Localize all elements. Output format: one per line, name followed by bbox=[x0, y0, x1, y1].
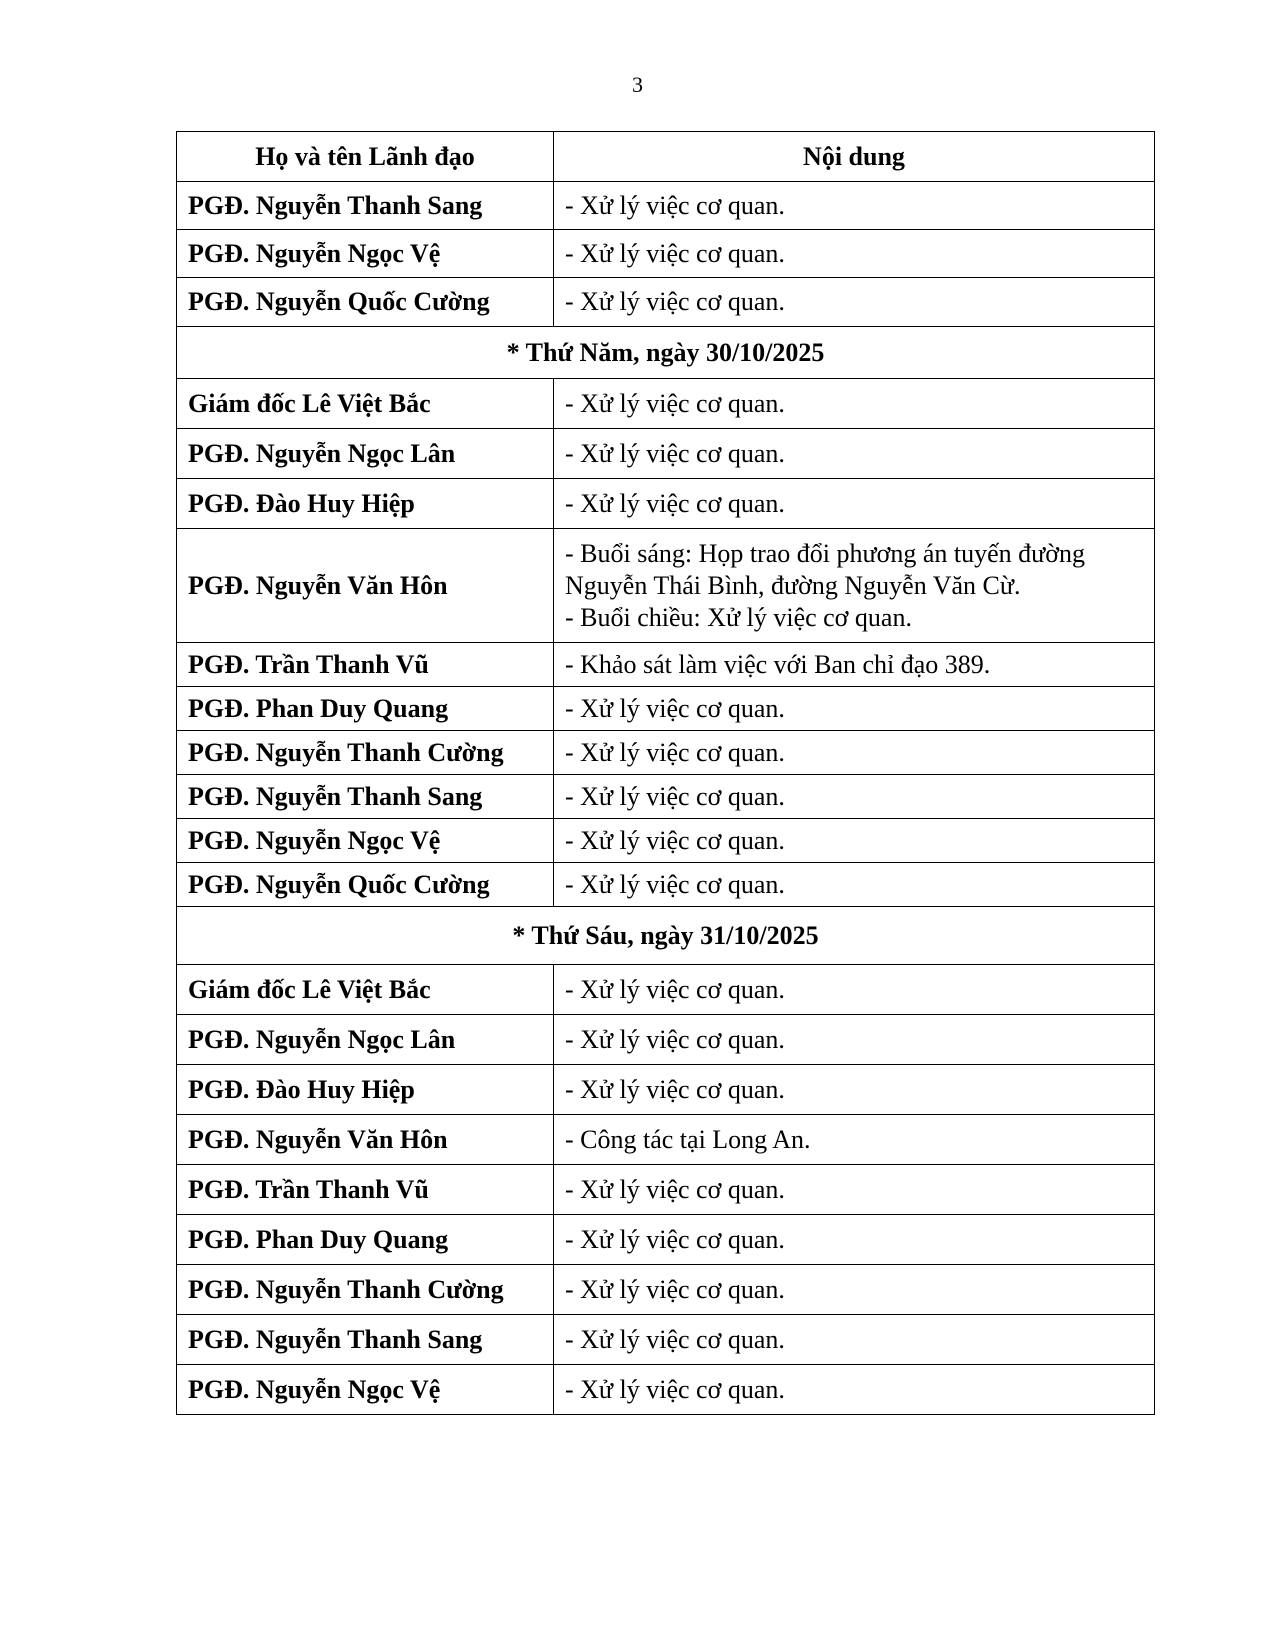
table-row bbox=[177, 278, 1155, 327]
task-line: - Xử lý việc cơ quan. bbox=[565, 737, 785, 767]
leader-name: PGĐ. Nguyễn Văn Hôn bbox=[177, 529, 554, 643]
task-content bbox=[554, 1115, 1155, 1165]
task-line: - Xử lý việc cơ quan. bbox=[565, 974, 785, 1004]
table-row bbox=[177, 529, 1155, 643]
table-row bbox=[177, 863, 1155, 907]
leader-name: Giám đốc Lê Việt Bắc bbox=[177, 379, 554, 429]
page-number: 3 bbox=[632, 72, 643, 97]
task-line: - Xử lý việc cơ quan. bbox=[565, 1024, 785, 1054]
task-content bbox=[554, 529, 1155, 643]
task-content bbox=[554, 731, 1155, 775]
schedule-table bbox=[176, 131, 1155, 1415]
leader-name: PGĐ. Đào Huy Hiệp bbox=[177, 479, 554, 529]
task-line: - Xử lý việc cơ quan. bbox=[565, 825, 785, 855]
task-line: - Buổi chiều: Xử lý việc cơ quan. bbox=[565, 602, 912, 632]
table-row bbox=[177, 1115, 1155, 1165]
leader-name: Giám đốc Lê Việt Bắc bbox=[177, 965, 554, 1015]
task-line: - Xử lý việc cơ quan. bbox=[565, 287, 785, 316]
table-row bbox=[177, 182, 1155, 230]
task-content bbox=[554, 643, 1155, 687]
task-content bbox=[554, 278, 1155, 327]
table-row bbox=[177, 1265, 1155, 1315]
task-content bbox=[554, 965, 1155, 1015]
leader-name: PGĐ. Nguyễn Thanh Cường bbox=[177, 1265, 554, 1315]
task-content bbox=[554, 379, 1155, 429]
leader-name: PGĐ. Nguyễn Thanh Sang bbox=[177, 1315, 554, 1365]
task-line: - Xử lý việc cơ quan. bbox=[565, 693, 785, 723]
task-content bbox=[554, 1015, 1155, 1065]
table-row bbox=[177, 965, 1155, 1015]
header-content: Nội dung bbox=[554, 132, 1155, 182]
schedule-body bbox=[177, 182, 1155, 1415]
leader-name: PGĐ. Phan Duy Quang bbox=[177, 1215, 554, 1265]
table-row bbox=[177, 1065, 1155, 1115]
table-row bbox=[177, 1315, 1155, 1365]
table-row bbox=[177, 731, 1155, 775]
task-line: - Xử lý việc cơ quan. bbox=[565, 238, 785, 268]
leader-name: PGĐ. Trần Thanh Vũ bbox=[177, 643, 554, 687]
task-content bbox=[554, 775, 1155, 819]
task-content bbox=[554, 687, 1155, 731]
table-row bbox=[177, 379, 1155, 429]
task-line: - Xử lý việc cơ quan. bbox=[565, 488, 785, 518]
task-line: Nguyễn Thái Bình, đường Nguyễn Văn Cừ. bbox=[565, 570, 1021, 600]
leader-name: PGĐ. Nguyễn Ngọc Lân bbox=[177, 429, 554, 479]
task-content bbox=[554, 1315, 1155, 1365]
date-section-row bbox=[177, 327, 1155, 379]
table-row bbox=[177, 775, 1155, 819]
leader-name: PGĐ. Trần Thanh Vũ bbox=[177, 1165, 554, 1215]
task-line: - Xử lý việc cơ quan. bbox=[565, 190, 785, 220]
task-content bbox=[554, 479, 1155, 529]
task-content bbox=[554, 1215, 1155, 1265]
table-row bbox=[177, 643, 1155, 687]
task-line: - Xử lý việc cơ quan. bbox=[565, 1174, 785, 1204]
task-content bbox=[554, 1165, 1155, 1215]
task-line: - Xử lý việc cơ quan. bbox=[565, 869, 785, 899]
table-row bbox=[177, 479, 1155, 529]
table-header-row bbox=[177, 132, 1155, 182]
leader-name: PGĐ. Nguyễn Ngọc Lân bbox=[177, 1015, 554, 1065]
table-row bbox=[177, 819, 1155, 863]
task-line: - Xử lý việc cơ quan. bbox=[565, 1274, 785, 1304]
table-row bbox=[177, 1165, 1155, 1215]
table-row bbox=[177, 1365, 1155, 1415]
table-row bbox=[177, 1015, 1155, 1065]
task-line: - Khảo sát làm việc với Ban chỉ đạo 389. bbox=[565, 649, 991, 679]
header-leader-name: Họ và tên Lãnh đạo bbox=[177, 132, 554, 182]
table-row bbox=[177, 230, 1155, 278]
table-row bbox=[177, 429, 1155, 479]
table-row bbox=[177, 1215, 1155, 1265]
leader-name: PGĐ. Nguyễn Thanh Sang bbox=[177, 775, 554, 819]
task-content bbox=[554, 1265, 1155, 1315]
leader-name: PGĐ. Nguyễn Ngọc Vệ bbox=[177, 819, 554, 863]
task-content bbox=[554, 182, 1155, 230]
task-line: - Buổi sáng: Họp trao đổi phương án tuyến đường bbox=[565, 538, 1086, 568]
leader-name: PGĐ. Nguyễn Quốc Cường bbox=[177, 278, 554, 327]
task-line: - Xử lý việc cơ quan. bbox=[565, 1074, 785, 1104]
task-line: - Xử lý việc cơ quan. bbox=[565, 781, 785, 811]
task-line: - Xử lý việc cơ quan. bbox=[565, 1224, 785, 1254]
leader-name: PGĐ. Đào Huy Hiệp bbox=[177, 1065, 554, 1115]
task-line: - Xử lý việc cơ quan. bbox=[565, 388, 785, 418]
leader-name: PGĐ. Nguyễn Ngọc Vệ bbox=[177, 1365, 554, 1415]
leader-name: PGĐ. Nguyễn Thanh Cường bbox=[177, 731, 554, 775]
leader-name: PGĐ. Nguyễn Ngọc Vệ bbox=[177, 230, 554, 278]
task-line: - Xử lý việc cơ quan. bbox=[565, 1374, 785, 1404]
task-content bbox=[554, 819, 1155, 863]
date-section-row bbox=[177, 907, 1155, 965]
task-line: - Xử lý việc cơ quan. bbox=[565, 438, 785, 468]
leader-name: PGĐ. Nguyễn Thanh Sang bbox=[177, 182, 554, 230]
task-content bbox=[554, 230, 1155, 278]
task-content bbox=[554, 1065, 1155, 1115]
task-content bbox=[554, 429, 1155, 479]
date-section-title: * Thứ Năm, ngày 30/10/2025 bbox=[177, 327, 1155, 379]
task-line: - Công tác tại Long An. bbox=[565, 1124, 811, 1154]
leader-name: PGĐ. Nguyễn Quốc Cường bbox=[177, 863, 554, 907]
task-content bbox=[554, 1365, 1155, 1415]
task-content bbox=[554, 863, 1155, 907]
task-line: - Xử lý việc cơ quan. bbox=[565, 1324, 785, 1354]
table-row bbox=[177, 687, 1155, 731]
date-section-title: * Thứ Sáu, ngày 31/10/2025 bbox=[177, 907, 1155, 965]
leader-name: PGĐ. Nguyễn Văn Hôn bbox=[177, 1115, 554, 1165]
leader-name: PGĐ. Phan Duy Quang bbox=[177, 687, 554, 731]
